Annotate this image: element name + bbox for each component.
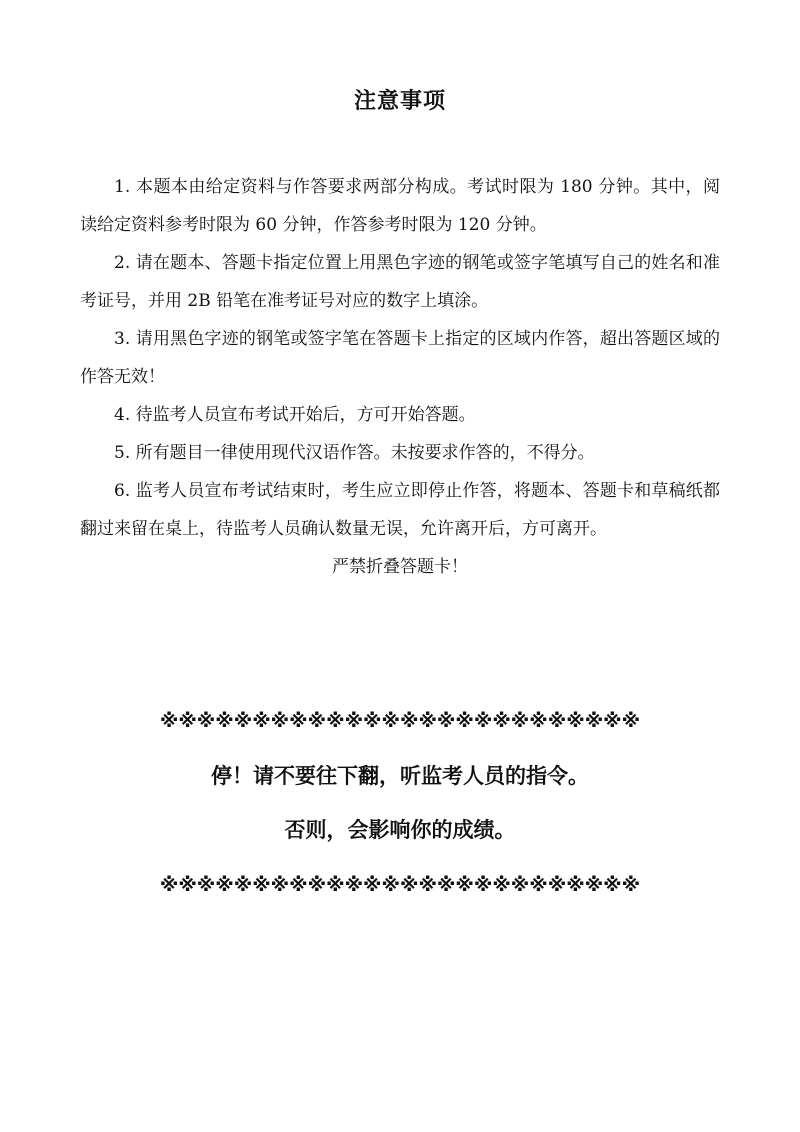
stop-instruction: 停！请不要往下翻，听监考人员的指令。 — [211, 764, 589, 788]
rule-item-6: 6. 监考人员宣布考试结束时，考生应立即停止作答，将题本、答题卡和草稿纸都翻过来留在桌上，待监考人员确认数量无误，允许离开后，方可离开。 — [80, 481, 720, 539]
star-divider-bottom: ※※※※※※※※※※※※※※※※※※※※※※※※※※ — [159, 874, 641, 896]
star-divider-top: ※※※※※※※※※※※※※※※※※※※※※※※※※※ — [159, 710, 641, 732]
rule-item-2: 2. 请在题本、答题卡指定位置上用黑色字迹的钢笔或签字笔填写自己的姓名和准考证号，并用 2B 铅笔在准考证号对应的数字上填涂。 — [80, 253, 720, 311]
rule-item-3: 3. 请用黑色字迹的钢笔或签字笔在答题卡上指定的区域内作答，超出答题区域的作答无效！ — [80, 329, 720, 387]
rules-list — [80, 168, 720, 586]
rule-item-5: 5. 所有题目一律使用现代汉语作答。未按要求作答的，不得分。 — [114, 443, 595, 463]
stop-notice — [0, 705, 800, 901]
consequence-warning: 否则，会影响你的成绩。 — [284, 818, 516, 842]
rule-item-4: 4. 待监考人员宣布考试开始后，方可开始答题。 — [114, 405, 476, 425]
rule-item-1: 1. 本题本由给定资料与作答要求两部分构成。考试时限为 180 分钟。其中，阅读给定资料参考时限为 60 分钟，作答参考时限为 120 分钟。 — [80, 177, 720, 235]
no-fold-warning: 严禁折叠答题卡！ — [332, 557, 468, 577]
page-title: 注意事项 — [353, 89, 446, 114]
